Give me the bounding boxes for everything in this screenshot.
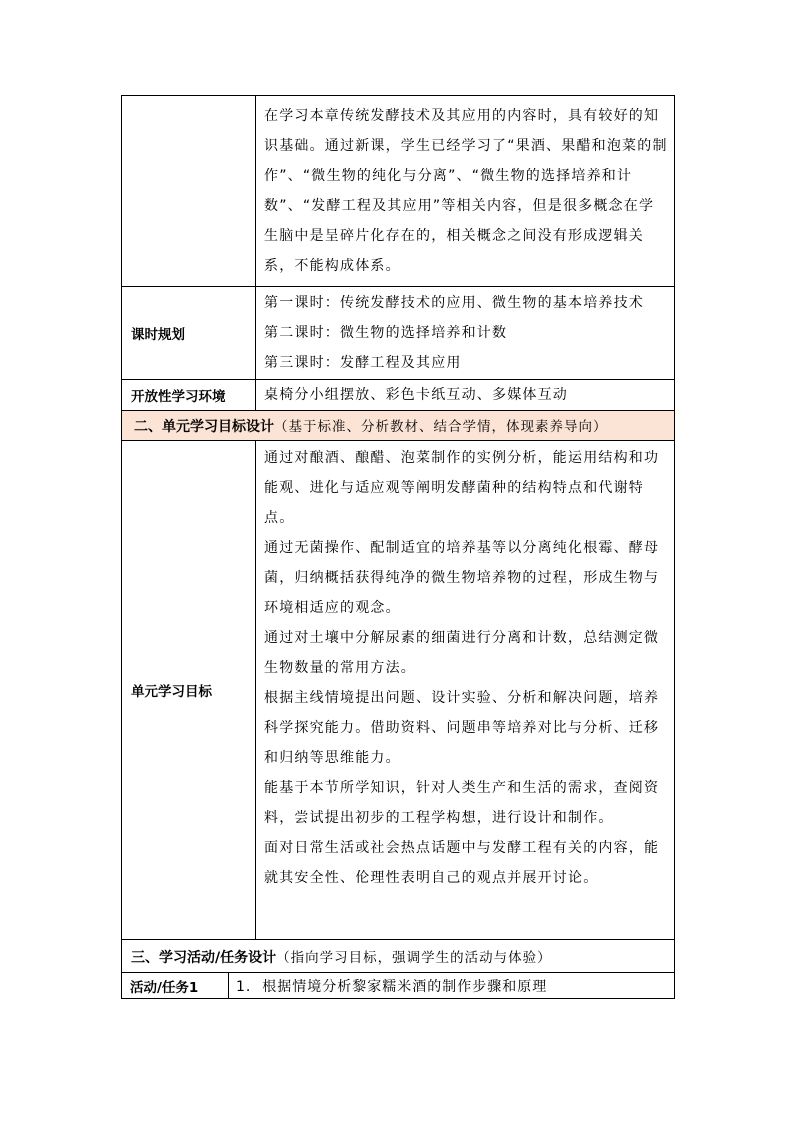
section2-subtitle: （基于标准、分析教材、结合学情，体现素养导向） bbox=[274, 419, 608, 435]
unit-goals-row bbox=[122, 441, 675, 940]
background-label-cell bbox=[122, 96, 256, 287]
background-row bbox=[122, 96, 675, 287]
unit-goal-item-1: 通过对酿酒、酿醋、泡菜制作的实例分析，能运用结构和功能观、进化与适应观等阐明发酵菌种的结构特点和代谢特点。 bbox=[264, 450, 660, 526]
unit-goals-content bbox=[256, 441, 675, 940]
lesson-plan-label: 课时规划 bbox=[122, 287, 256, 380]
environment-row bbox=[122, 380, 675, 411]
activity1-number: 1. bbox=[236, 978, 252, 995]
section2-header bbox=[122, 411, 675, 441]
lesson-plan-line-2: 第二课时：微生物的选择培养和计数 bbox=[264, 325, 508, 341]
activity1-row bbox=[122, 973, 675, 999]
activity1-label: 活动/任务1 bbox=[122, 973, 229, 999]
lesson-plan-content bbox=[256, 287, 675, 380]
background-text: 在学习本章传统发酵技术及其应用的内容时，具有较好的知识基础。通过新课，学生已经学习了“果酒、果醋和泡菜的制作”、“微生物的纯化与分离”、“微生物的选择培养和计数”、“发酵工程及其应用”等相关内容，但是很多概念在学生脑中是呈碎片化存在的，相关概念之间没有形成逻辑关系，不能构成体系。 bbox=[256, 96, 675, 287]
section3-subtitle: （指向学习目标，强调学生的活动与体验） bbox=[276, 949, 552, 966]
lesson-design-table bbox=[121, 95, 675, 999]
unit-goal-item-2: 通过无菌操作、配制适宜的培养基等以分离纯化根霉、酵母菌，归纳概括获得纯净的微生物培养物的过程，形成生物与环境相适应的观念。 bbox=[264, 540, 660, 616]
section3-header-row bbox=[122, 940, 675, 973]
unit-goals-label: 单元学习目标 bbox=[122, 441, 256, 940]
section2-title: 二、单元学习目标设计 bbox=[134, 419, 274, 435]
environment-value: 桌椅分小组摆放、彩色卡纸互动、多媒体互动 bbox=[256, 380, 675, 411]
unit-goal-item-3: 通过对土壤中分解尿素的细菌进行分离和计数，总结测定微生物数量的常用方法。 bbox=[264, 630, 660, 676]
activity1-text: 根据情境分析黎家糯米酒的制作步骤和原理 bbox=[262, 978, 548, 995]
activity1-content bbox=[229, 973, 675, 999]
unit-goal-item-6: 面对日常生活或社会热点话题中与发酵工程有关的内容，能就其安全性、伦理性表明自己的观点并展开讨论。 bbox=[264, 840, 660, 886]
environment-label: 开放性学习环境 bbox=[122, 380, 256, 411]
section3-header bbox=[122, 940, 675, 973]
section2-header-row bbox=[122, 411, 675, 441]
lesson-plan-row bbox=[122, 287, 675, 380]
unit-goal-item-5: 能基于本节所学知识，针对人类生产和生活的需求，查阅资料，尝试提出初步的工程学构想，进行设计和制作。 bbox=[264, 780, 660, 826]
unit-goal-item-4: 根据主线情境提出问题、设计实验、分析和解决问题，培养科学探究能力。借助资料、问题串等培养对比与分析、迁移和归纳等思维能力。 bbox=[264, 690, 660, 766]
lesson-plan-line-1: 第一课时：传统发酵技术的应用、微生物的基本培养技术 bbox=[264, 295, 644, 311]
lesson-plan-line-3: 第三课时：发酵工程及其应用 bbox=[264, 355, 462, 371]
section3-title: 三、学习活动/任务设计 bbox=[131, 949, 277, 966]
